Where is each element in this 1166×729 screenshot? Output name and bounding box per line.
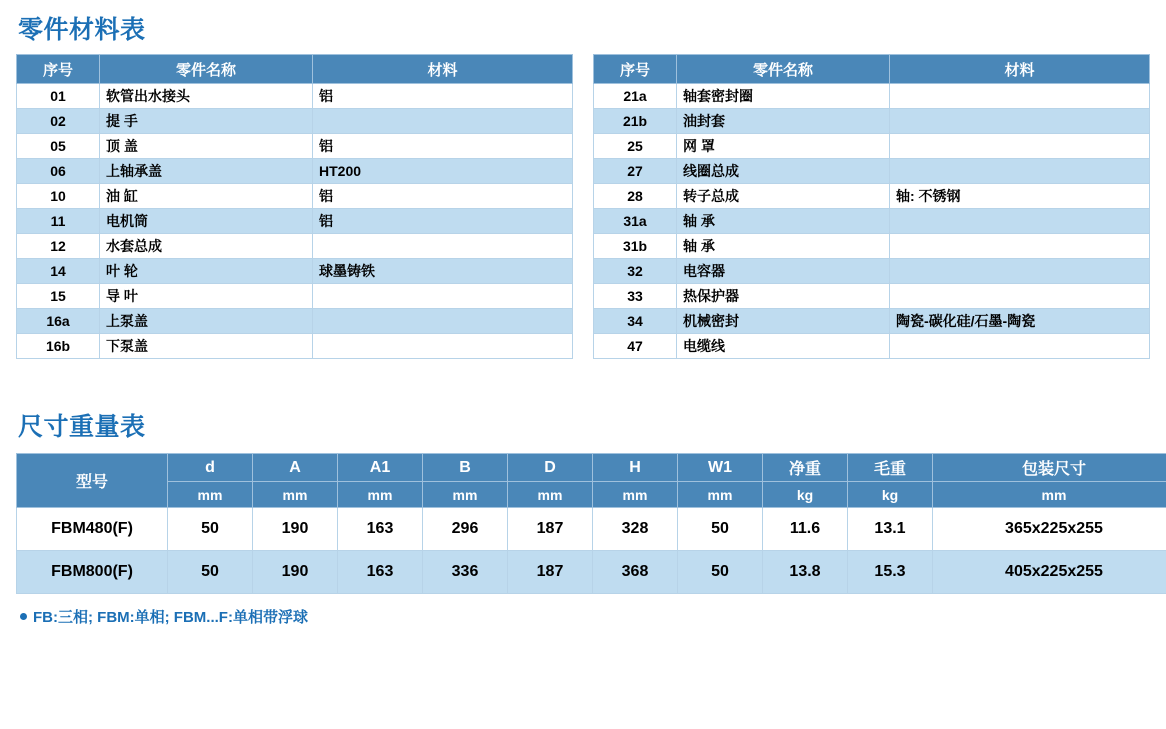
- cell-no: 34: [594, 309, 677, 334]
- dimensions-table: [16, 453, 1166, 594]
- column-header-gross-weight: 毛重: [848, 454, 933, 482]
- cell-h: 368: [593, 551, 678, 594]
- cell-package-size: 405x225x255: [933, 551, 1166, 594]
- cell-name: 电缆线: [677, 334, 890, 359]
- cell-name: 轴套密封圈: [677, 84, 890, 109]
- footnote: [16, 606, 1150, 627]
- cell-a1: 163: [338, 551, 423, 594]
- unit-a: mm: [253, 482, 338, 508]
- table-row: [594, 84, 1150, 109]
- table-row: [594, 109, 1150, 134]
- table-row: [594, 134, 1150, 159]
- cell-no: 16a: [17, 309, 100, 334]
- cell-a1: 163: [338, 508, 423, 551]
- column-header-h: H: [593, 454, 678, 482]
- cell-b: 296: [423, 508, 508, 551]
- cell-no: 05: [17, 134, 100, 159]
- cell-no: 32: [594, 259, 677, 284]
- cell-material: 铝: [313, 84, 573, 109]
- cell-material: [890, 109, 1150, 134]
- table-row: [17, 134, 573, 159]
- cell-material: 铝: [313, 184, 573, 209]
- cell-no: 16b: [17, 334, 100, 359]
- cell-model: FBM480(F): [17, 508, 168, 551]
- cell-material: [890, 134, 1150, 159]
- cell-name: 水套总成: [100, 234, 313, 259]
- cell-no: 11: [17, 209, 100, 234]
- column-header-d-outer: D: [508, 454, 593, 482]
- parts-table-right: [593, 54, 1150, 359]
- unit-gross-weight: kg: [848, 482, 933, 508]
- cell-name: 转子总成: [677, 184, 890, 209]
- table-row: [17, 309, 573, 334]
- unit-h: mm: [593, 482, 678, 508]
- cell-material: [313, 334, 573, 359]
- cell-name: 轴 承: [677, 234, 890, 259]
- table-header-row: [17, 55, 573, 84]
- table-row: [594, 234, 1150, 259]
- cell-material: [890, 209, 1150, 234]
- table-row: [17, 109, 573, 134]
- column-header-material: 材料: [313, 55, 573, 84]
- page-title-parts: 零件材料表: [18, 16, 146, 44]
- cell-gross-weight: 15.3: [848, 551, 933, 594]
- cell-no: 31b: [594, 234, 677, 259]
- cell-no: 06: [17, 159, 100, 184]
- cell-no: 02: [17, 109, 100, 134]
- column-header-d: d: [168, 454, 253, 482]
- cell-name: 热保护器: [677, 284, 890, 309]
- cell-d-outer: 187: [508, 508, 593, 551]
- cell-material: [313, 309, 573, 334]
- table-row: [17, 259, 573, 284]
- cell-material: [890, 334, 1150, 359]
- cell-name: 线圈总成: [677, 159, 890, 184]
- table-row: [594, 184, 1150, 209]
- cell-material: [313, 284, 573, 309]
- column-header-name: 零件名称: [677, 55, 890, 84]
- cell-material: 铝: [313, 134, 573, 159]
- cell-name: 机械密封: [677, 309, 890, 334]
- cell-material: [890, 259, 1150, 284]
- column-header-b: B: [423, 454, 508, 482]
- cell-material: [890, 159, 1150, 184]
- cell-gross-weight: 13.1: [848, 508, 933, 551]
- table-row: [17, 159, 573, 184]
- column-header-no: 序号: [17, 55, 100, 84]
- table-row: [17, 234, 573, 259]
- cell-material: 轴: 不锈钢: [890, 184, 1150, 209]
- table-row: [594, 284, 1150, 309]
- cell-name: 电容器: [677, 259, 890, 284]
- table-row: [17, 284, 573, 309]
- cell-no: 28: [594, 184, 677, 209]
- cell-material: 铝: [313, 209, 573, 234]
- parts-tables-container: [16, 54, 1150, 359]
- cell-name: 提 手: [100, 109, 313, 134]
- cell-b: 336: [423, 551, 508, 594]
- cell-d-outer: 187: [508, 551, 593, 594]
- cell-material: 陶瓷-碳化硅/石墨-陶瓷: [890, 309, 1150, 334]
- cell-name: 导 叶: [100, 284, 313, 309]
- table-row: [17, 551, 1166, 594]
- cell-name: 叶 轮: [100, 259, 313, 284]
- table-row: [17, 334, 573, 359]
- cell-no: 25: [594, 134, 677, 159]
- footnote-text: FB:三相; FBM:单相; FBM...F:单相带浮球: [33, 609, 308, 626]
- table-header-row: [594, 55, 1150, 84]
- column-header-a1: A1: [338, 454, 423, 482]
- unit-w1: mm: [678, 482, 763, 508]
- cell-material: HT200: [313, 159, 573, 184]
- table-header-row: [17, 454, 1166, 482]
- cell-no: 33: [594, 284, 677, 309]
- table-row: [594, 259, 1150, 284]
- parts-table-left: [16, 54, 573, 359]
- cell-no: 47: [594, 334, 677, 359]
- cell-model: FBM800(F): [17, 551, 168, 594]
- table-row: [594, 309, 1150, 334]
- cell-no: 01: [17, 84, 100, 109]
- cell-a: 190: [253, 508, 338, 551]
- unit-b: mm: [423, 482, 508, 508]
- table-row: [594, 159, 1150, 184]
- cell-name: 油封套: [677, 109, 890, 134]
- cell-no: 14: [17, 259, 100, 284]
- column-header-net-weight: 净重: [763, 454, 848, 482]
- cell-name: 网 罩: [677, 134, 890, 159]
- cell-material: 球墨铸铁: [313, 259, 573, 284]
- cell-name: 顶 盖: [100, 134, 313, 159]
- column-header-model: 型号: [17, 454, 168, 508]
- table-unit-row: [17, 482, 1166, 508]
- cell-net-weight: 13.8: [763, 551, 848, 594]
- column-header-w1: W1: [678, 454, 763, 482]
- cell-material: [890, 284, 1150, 309]
- cell-h: 328: [593, 508, 678, 551]
- cell-d: 50: [168, 508, 253, 551]
- cell-d: 50: [168, 551, 253, 594]
- cell-w1: 50: [678, 551, 763, 594]
- cell-w1: 50: [678, 508, 763, 551]
- cell-a: 190: [253, 551, 338, 594]
- cell-package-size: 365x225x255: [933, 508, 1166, 551]
- column-header-package-size: 包装尺寸: [933, 454, 1166, 482]
- cell-no: 21a: [594, 84, 677, 109]
- cell-no: 21b: [594, 109, 677, 134]
- cell-name: 油 缸: [100, 184, 313, 209]
- bullet-icon: [20, 613, 27, 620]
- table-row: [17, 209, 573, 234]
- cell-no: 12: [17, 234, 100, 259]
- table-row: [17, 508, 1166, 551]
- cell-no: 27: [594, 159, 677, 184]
- cell-name: 上轴承盖: [100, 159, 313, 184]
- cell-name: 电机筒: [100, 209, 313, 234]
- cell-no: 31a: [594, 209, 677, 234]
- column-header-no: 序号: [594, 55, 677, 84]
- unit-package-size: mm: [933, 482, 1166, 508]
- unit-d-outer: mm: [508, 482, 593, 508]
- table-row: [594, 209, 1150, 234]
- cell-material: [313, 234, 573, 259]
- cell-name: 下泵盖: [100, 334, 313, 359]
- cell-no: 15: [17, 284, 100, 309]
- cell-no: 10: [17, 184, 100, 209]
- page-title-dimensions: 尺寸重量表: [18, 413, 146, 441]
- column-header-a: A: [253, 454, 338, 482]
- table-row: [17, 84, 573, 109]
- table-row: [594, 334, 1150, 359]
- column-header-material: 材料: [890, 55, 1150, 84]
- cell-name: 上泵盖: [100, 309, 313, 334]
- unit-a1: mm: [338, 482, 423, 508]
- column-header-name: 零件名称: [100, 55, 313, 84]
- table-row: [17, 184, 573, 209]
- cell-net-weight: 11.6: [763, 508, 848, 551]
- cell-name: 软管出水接头: [100, 84, 313, 109]
- unit-net-weight: kg: [763, 482, 848, 508]
- cell-name: 轴 承: [677, 209, 890, 234]
- cell-material: [313, 109, 573, 134]
- section-spacer: [16, 359, 1150, 397]
- cell-material: [890, 234, 1150, 259]
- cell-material: [890, 84, 1150, 109]
- unit-d: mm: [168, 482, 253, 508]
